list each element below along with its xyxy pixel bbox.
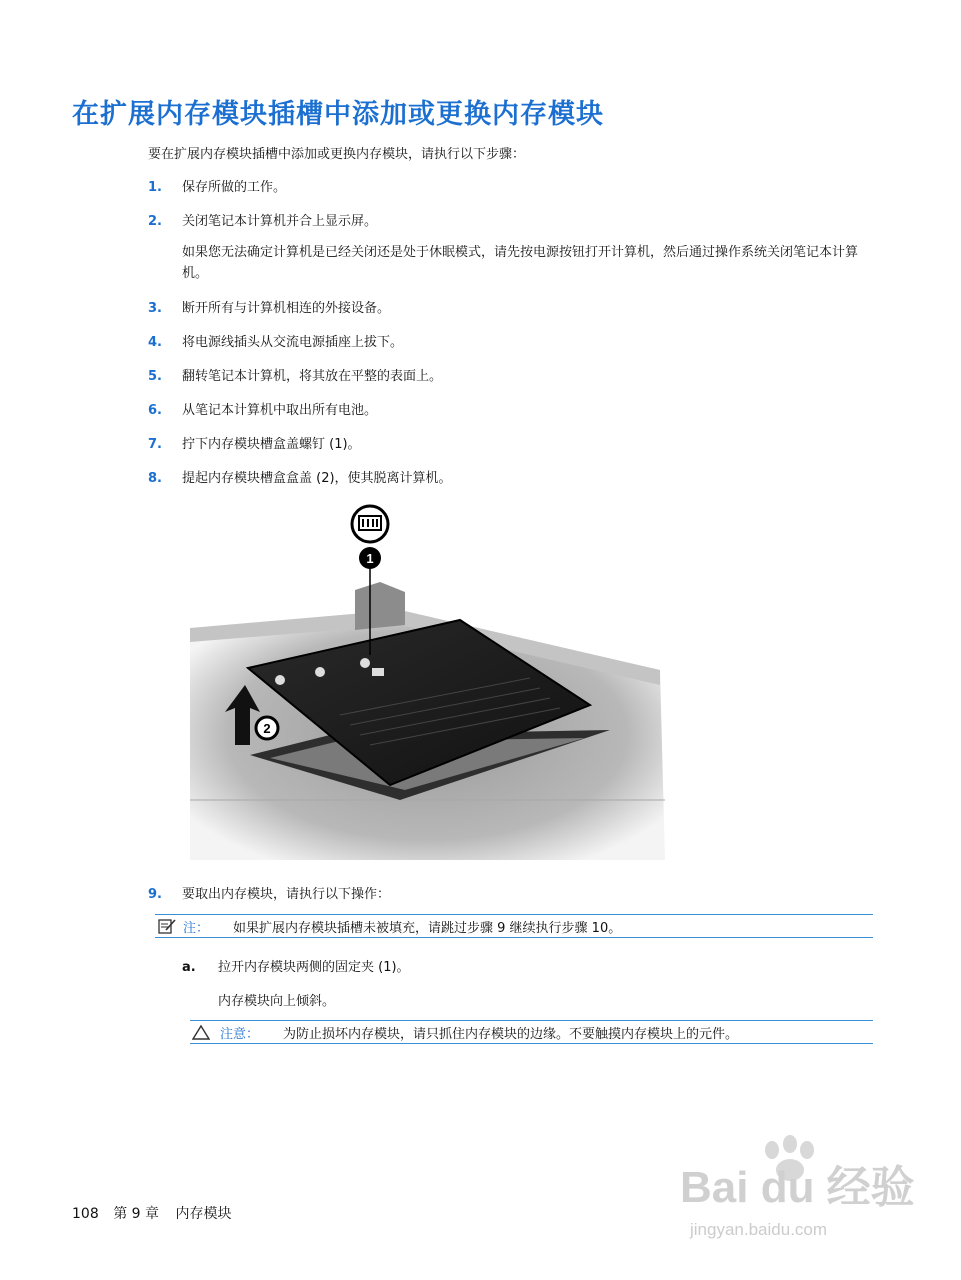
note-label: 注：	[183, 920, 210, 936]
callout-1	[359, 547, 381, 569]
watermark-url: jingyan.baidu.com	[690, 1220, 828, 1239]
step-number: 8.	[148, 471, 162, 486]
step-5	[148, 365, 442, 384]
substep-text: 拉开内存模块两侧的固定夹 (1)。	[218, 960, 410, 975]
step-7	[148, 433, 361, 452]
intro-text: 要在扩展内存模块插槽中添加或更换内存模块，请执行以下步骤：	[148, 147, 526, 162]
step-text: 要取出内存模块，请执行以下操作：	[182, 887, 391, 902]
chapter-title: 内存模块	[175, 1206, 232, 1222]
substep-a-detail: 内存模块向上倾斜。	[218, 994, 336, 1009]
substep-letter: a.	[182, 960, 196, 975]
step-text: 从笔记本计算机中取出所有电池。	[182, 403, 378, 418]
caution-text: 为防止损坏内存模块，请只抓住内存模块的边缘。不要触摸内存模块上的元件。	[283, 1026, 739, 1042]
step-2	[148, 210, 377, 229]
step-number: 2.	[148, 214, 162, 229]
step-3	[148, 297, 390, 316]
step-number: 5.	[148, 369, 162, 384]
step-number: 9.	[148, 887, 162, 902]
callout-1-label: 1	[366, 551, 374, 566]
note-text: 如果扩展内存模块插槽未被填充，请跳过步骤 9 继续执行步骤 10。	[233, 920, 622, 936]
caution-label: 注意：	[220, 1026, 260, 1042]
watermark-brand: Bai du 经验	[680, 1163, 915, 1212]
page-number: 108	[72, 1206, 99, 1222]
step-4	[148, 331, 403, 350]
memory-cover-illustration	[190, 500, 665, 860]
step-text: 提起内存模块槽盒盒盖 (2)，使其脱离计算机。	[182, 471, 452, 486]
page-footer	[72, 1203, 231, 1223]
step-9	[148, 883, 390, 902]
step-1	[148, 176, 286, 195]
chapter-number: 第 9 章	[113, 1206, 159, 1222]
step-number: 3.	[148, 301, 162, 316]
step-text: 将电源线插头从交流电源插座上拔下。	[182, 335, 404, 350]
step-8	[148, 467, 452, 486]
caution-box	[190, 1020, 873, 1044]
step-6	[148, 399, 377, 418]
step-2-detail: 如果您无法确定计算机是已经关闭还是处于休眠模式，请先按电源按钮打开计算机，然后通过操作系统关闭笔记本计算机。	[182, 245, 859, 281]
note-box	[155, 914, 873, 938]
step-text: 关闭笔记本计算机并合上显示屏。	[182, 214, 378, 229]
step-number: 7.	[148, 437, 162, 452]
step-number: 6.	[148, 403, 162, 418]
step-text: 翻转笔记本计算机，将其放在平整的表面上。	[182, 369, 443, 384]
note-icon	[157, 917, 177, 935]
callout-2	[256, 717, 278, 739]
substep-a	[182, 956, 410, 975]
step-number: 4.	[148, 335, 162, 350]
step-text: 拧下内存模块槽盒盖螺钉 (1)。	[182, 437, 361, 452]
step-number: 1.	[148, 180, 162, 195]
warning-triangle-icon	[192, 1024, 210, 1040]
page-title: 在扩展内存模块插槽中添加或更换内存模块	[72, 99, 604, 130]
step-text: 断开所有与计算机相连的外接设备。	[182, 301, 391, 316]
baidu-jingyan-watermark	[680, 1130, 920, 1250]
callout-2-label: 2	[263, 721, 271, 736]
memory-icon	[352, 506, 388, 542]
step-text: 保存所做的工作。	[182, 180, 287, 195]
